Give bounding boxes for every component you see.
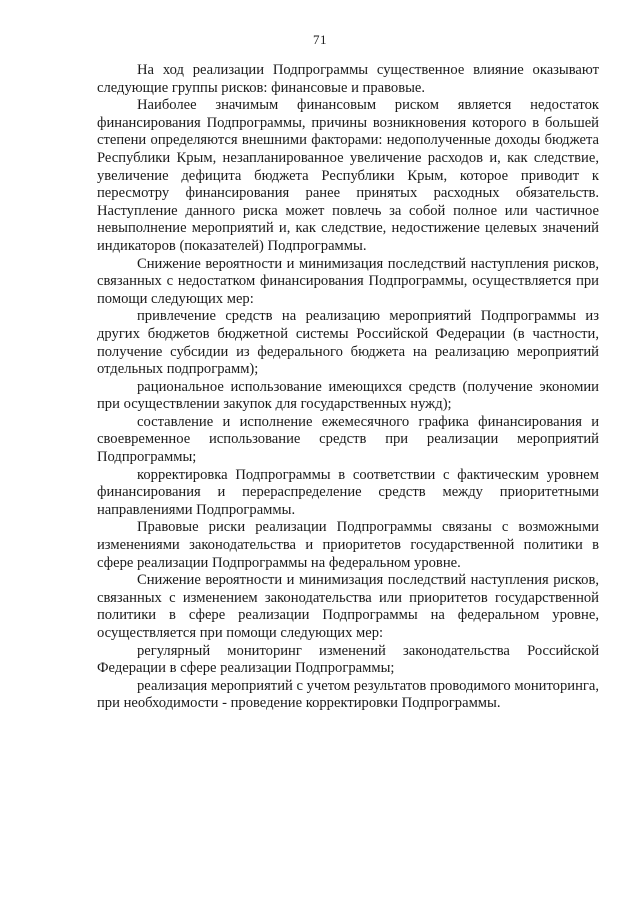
paragraph-measure-implementation: реализация мероприятий с учетом результатов проводимого мониторинга, при необходимости - проведение корректировки Подпрограммы. bbox=[97, 677, 599, 712]
paragraph-measure-rational-use: рациональное использование имеющихся средств (получение экономии при осуществлении закупок для государственных нужд); bbox=[97, 378, 599, 413]
paragraph-financial-risk: Наиболее значимым финансовым риском является недостаток финансирования Подпрограммы, причины возникновения которого в большей степени определяются внешними факторами: недополученные доходы бюджета Республики Крым, незапланированное увеличение расходов и, как следствие, увеличение дефицита бюджета Республики Крым, которое приводит к пересмотру финансирования ранее принятых расходных обязательств. Наступление данного риска может повлечь за собой полное или частичное невыполнение мероприятий и, как следствие, недостижение целевых значений индикаторов (показателей) Подпрограммы. bbox=[97, 97, 599, 254]
paragraph-measure-monthly-schedule: составление и исполнение ежемесячного графика финансирования и своевременное использование средств при реализации мероприятий Подпрограммы; bbox=[97, 413, 599, 466]
paragraph-measure-monitoring: регулярный мониторинг изменений законодательства Российской Федерации в сфере реализации Подпрограммы; bbox=[97, 642, 599, 677]
paragraph-measure-attract-funds: привлечение средств на реализацию мероприятий Подпрограммы из других бюджетов бюджетной системы Российской Федерации (в частности, получение субсидии из федерального бюджета на реализацию мероприятий отдельных подпрограмм); bbox=[97, 308, 599, 378]
paragraph-risk-groups: На ход реализации Подпрограммы существенное влияние оказывают следующие группы рисков: финансовые и правовые. bbox=[97, 62, 599, 96]
paragraph-legal-mitigation-intro: Снижение вероятности и минимизация последствий наступления рисков, связанных с изменением законодательства или приоритетов государственной политики в сфере реализации Подпрограммы на федеральном уровне, осуществляется при помощи следующих мер: bbox=[97, 572, 599, 641]
paragraph-legal-risk: Правовые риски реализации Подпрограммы связаны с возможными изменениями законодательства и приоритетов государственной политики в сфере реализации Подпрограммы на федеральном уровне. bbox=[97, 519, 599, 571]
document-body bbox=[97, 62, 599, 713]
page-number: 71 bbox=[313, 32, 327, 47]
paragraph-financial-mitigation-intro: Снижение вероятности и минимизация последствий наступления рисков, связанных с недостатком финансирования Подпрограммы, осуществляется при помощи следующих мер: bbox=[97, 255, 599, 307]
paragraph-measure-adjustment: корректировка Подпрограммы в соответствии с фактическим уровнем финансирования и перераспределение средств между приоритетными направлениями Подпрограммы. bbox=[97, 466, 599, 518]
